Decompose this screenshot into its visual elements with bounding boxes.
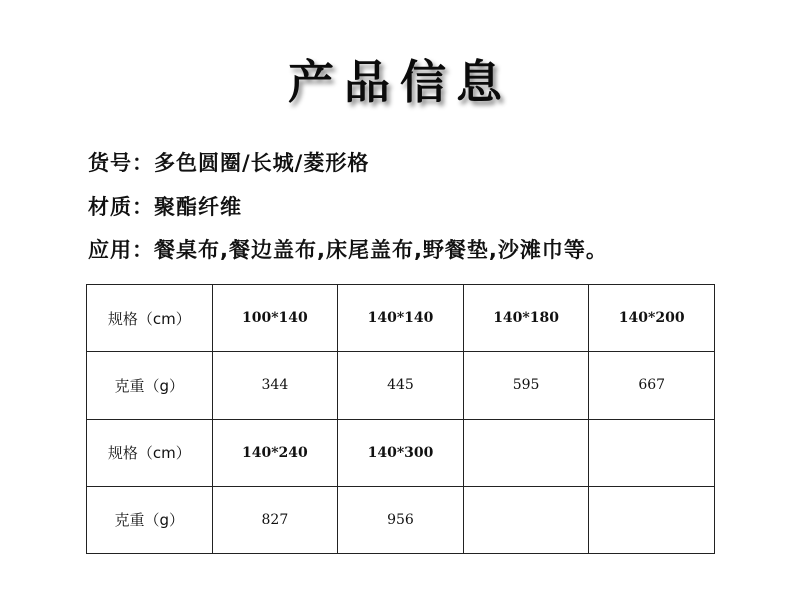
material-line — [88, 191, 242, 221]
table-cell-empty — [589, 486, 715, 553]
table-cell: 595 — [463, 352, 589, 419]
sku-label: 货号： — [88, 151, 154, 175]
table-cell-header: 规格（cm） — [87, 419, 213, 486]
table-row — [87, 419, 715, 486]
table-cell: 445 — [338, 352, 464, 419]
table-cell-empty — [463, 486, 589, 553]
page-title: 产品信息 — [288, 55, 512, 109]
table-cell: 827 — [212, 486, 338, 553]
table-cell-empty — [589, 419, 715, 486]
table-cell-header: 规格（cm） — [87, 285, 213, 352]
table-cell-header: 克重（g） — [87, 486, 213, 553]
table-cell: 140*180 — [463, 285, 589, 352]
usage-label: 应用： — [88, 238, 154, 262]
table-cell: 140*200 — [589, 285, 715, 352]
spec-table — [86, 284, 715, 554]
sku-line — [88, 147, 369, 177]
table-cell: 140*240 — [212, 419, 338, 486]
usage-value: 餐桌布,餐边盖布,床尾盖布,野餐垫,沙滩巾等。 — [154, 238, 608, 262]
table-row — [87, 285, 715, 352]
usage-line — [88, 234, 608, 264]
sku-value: 多色圆圈/长城/菱形格 — [154, 151, 370, 175]
material-value: 聚酯纤维 — [154, 195, 242, 219]
table-cell: 140*300 — [338, 419, 464, 486]
table-cell: 100*140 — [212, 285, 338, 352]
table-cell: 667 — [589, 352, 715, 419]
table-cell: 956 — [338, 486, 464, 553]
table-row — [87, 352, 715, 419]
table-cell: 140*140 — [338, 285, 464, 352]
table-row — [87, 486, 715, 553]
table-cell: 344 — [212, 352, 338, 419]
table-cell-header: 克重（g） — [87, 352, 213, 419]
material-label: 材质： — [88, 195, 154, 219]
table-cell-empty — [463, 419, 589, 486]
